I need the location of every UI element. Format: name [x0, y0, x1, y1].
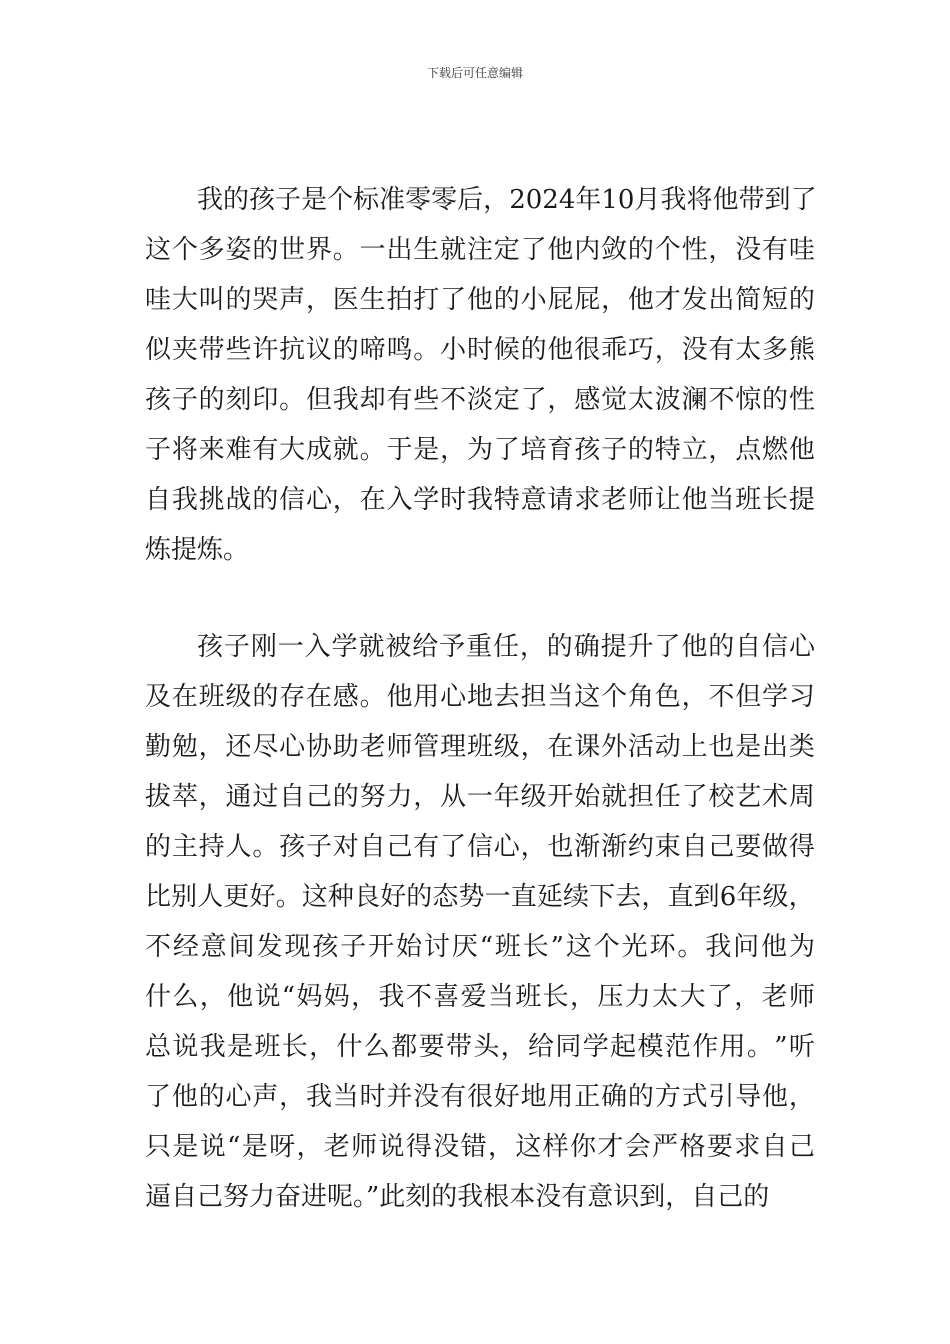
- paragraph-line: 及 在 班 级 的 存 在 感 。 他 用 心 地 去 担 当 这 个 角 色 ， 不 但 学 习: [145, 682, 815, 712]
- paragraph-line: 子 将 来 难 有 大 成 就 。 于 是 ， 为 了 培 育 孩 子 的 特 立 ， 点 燃 他: [145, 435, 815, 465]
- paragraph-line: 比 别 人 更 好 。 这 种 良 好 的 态 势 一 直 延 续 下 去 ， 直 到 6 年 级 ，: [145, 882, 815, 912]
- paragraph-line: 我 的 孩 子 是 个 标 准 零 零 后 ， 2024 年 10 月 我 将 他 带 到 了: [197, 185, 817, 215]
- paragraph-line: 逼自己努力奋进呢。”此刻的我根本没有意识到，自己的: [145, 1182, 770, 1212]
- paragraph-line: 哇 大 叫 的 哭 声 ， 医 生 拍 打 了 他 的 小 屁 屁 ， 他 才 发 出 简 短 的: [145, 285, 815, 315]
- paragraph-line: 不 经 意 间 发 现 孩 子 开 始 讨 厌 “ 班 长 ” 这 个 光 环 。 我 问 他 为: [145, 932, 815, 962]
- paragraph-line: 拔 萃 ， 通 过 自 己 的 努 力 ， 从 一 年 级 开 始 就 担 任 了 校 艺 术 周: [145, 782, 815, 812]
- paragraph-line: 只 是 说 “ 是 呀 ， 老 师 说 得 没 错 ， 这 样 你 才 会 严 格 要 求 自 己: [145, 1132, 815, 1162]
- paragraph-line: 了 他 的 心 声 ， 我 当 时 并 没 有 很 好 地 用 正 确 的 方 式 引 导 他 ，: [145, 1082, 815, 1112]
- paragraph-line: 这 个 多 姿 的 世 界 。 一 出 生 就 注 定 了 他 内 敛 的 个 性 ， 没 有 哇: [145, 235, 815, 265]
- paragraph-line: 的 主 持 人 。 孩 子 对 自 己 有 了 信 心 ， 也 渐 渐 约 束 自 己 要 做 得: [145, 832, 815, 862]
- paragraph-line: 自 我 挑 战 的 信 心 ， 在 入 学 时 我 特 意 请 求 老 师 让 他 当 班 长 提: [145, 485, 815, 515]
- paragraph-line: 孩 子 刚 一 入 学 就 被 给 予 重 任 ， 的 确 提 升 了 他 的 自 信 心: [197, 632, 815, 662]
- header-note: 下载后可任意编辑: [426, 66, 523, 80]
- paragraph-line: 似 夹 带 些 许 抗 议 的 啼 鸣 。 小 时 候 的 他 很 乖 巧 ， 没 有 太 多 熊: [145, 335, 815, 365]
- paragraph-line: 炼提炼。: [145, 535, 250, 565]
- paragraph-line: 什 么 ， 他 说 “ 妈 妈 ， 我 不 喜 爱 当 班 长 ， 压 力 太 大 了 ， 老 师: [145, 982, 815, 1012]
- paragraph-line: 孩 子 的 刻 印 。 但 我 却 有 些 不 淡 定 了 ， 感 觉 太 波 澜 不 惊 的 性: [145, 385, 815, 415]
- paragraph-line: 勤 勉 ， 还 尽 心 协 助 老 师 管 理 班 级 ， 在 课 外 活 动 上 也 是 出 类: [145, 732, 815, 762]
- paragraph-line: 总 说 我 是 班 长 ， 什 么 都 要 带 头 ， 给 同 学 起 模 范 作 用 。 ” 听: [145, 1032, 815, 1062]
